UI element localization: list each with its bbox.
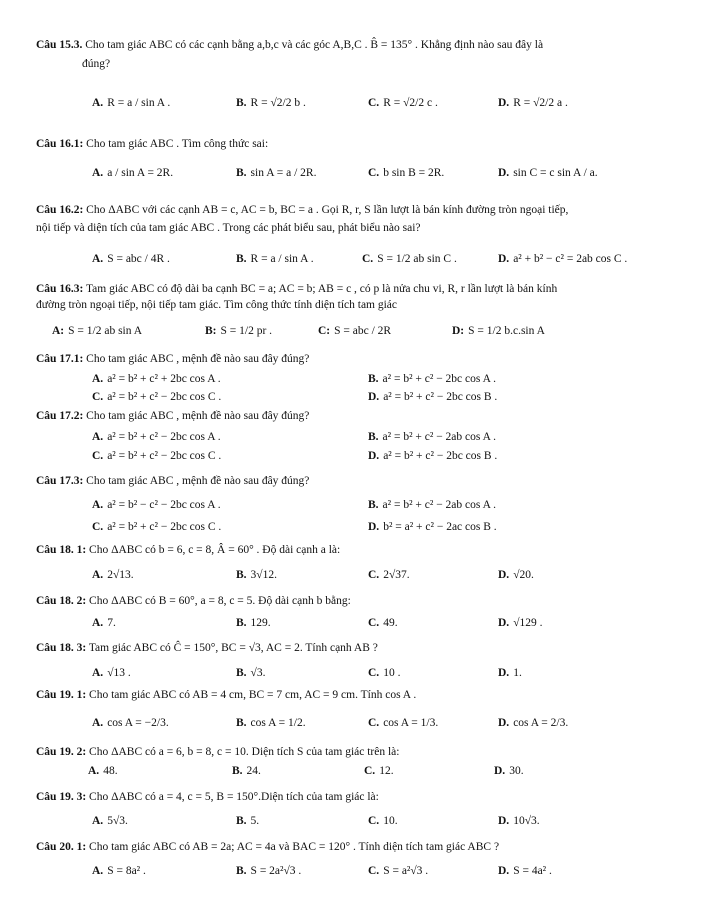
question-stem-cont: nội tiếp và diện tích của tam giác ABC . Trong các phát biểu sau, phát biểu nào sai? bbox=[36, 222, 421, 234]
option-d[interactable]: D. 1. bbox=[498, 667, 522, 679]
option-b[interactable]: B. 3√12. bbox=[236, 569, 277, 581]
option-b[interactable]: B. R = √2/2 b . bbox=[236, 97, 306, 109]
option-c[interactable]: C. b sin B = 2R. bbox=[368, 167, 445, 179]
option-d[interactable]: D. 10√3. bbox=[498, 815, 540, 827]
question-number: Câu 19. 2: bbox=[36, 746, 87, 758]
option-c[interactable]: C. R = √2/2 c . bbox=[368, 97, 438, 109]
question-17-3 bbox=[36, 474, 686, 489]
option-b[interactable]: B. 129. bbox=[236, 617, 271, 629]
question-stem: Cho ΔABC với các cạnh AB = c, AC = b, BC = a . Gọi R, r, S lần lượt là bán kính đường tròn ngoại tiếp, bbox=[86, 204, 569, 216]
option-c[interactable]: C. 12. bbox=[364, 765, 394, 777]
option-a[interactable]: A. cos A = −2/3. bbox=[92, 717, 169, 729]
option-a[interactable]: A. S = 8a² . bbox=[92, 865, 146, 877]
option-c[interactable]: C. 10. bbox=[368, 815, 398, 827]
option-c[interactable]: C. 2√37. bbox=[368, 569, 410, 581]
option-d[interactable]: D. S = 4a² . bbox=[498, 865, 552, 877]
option-d[interactable]: D. cos A = 2/3. bbox=[498, 717, 569, 729]
option-d[interactable]: D. a² + b² − c² = 2ab cos C . bbox=[498, 253, 628, 265]
option-a[interactable]: A. √13 . bbox=[92, 667, 131, 679]
option-b[interactable]: B. √3. bbox=[236, 667, 266, 679]
question-15-3 bbox=[36, 38, 686, 53]
option-b[interactable]: B. sin A = a / 2R. bbox=[236, 167, 317, 179]
option-b[interactable]: B. cos A = 1/2. bbox=[236, 717, 306, 729]
option-a[interactable]: A: S = 1/2 ab sin A bbox=[52, 325, 143, 337]
question-number: Câu 17.2: bbox=[36, 410, 84, 422]
question-stem-cont: đường tròn ngoại tiếp, nội tiếp tam giác. Tìm công thức tính diện tích tam giác bbox=[36, 299, 398, 311]
option-c[interactable]: C: S = abc / 2R bbox=[318, 325, 392, 337]
option-d[interactable]: D. 30. bbox=[494, 765, 524, 777]
option-a[interactable]: A. R = a / sin A . bbox=[92, 97, 171, 109]
question-19-2 bbox=[36, 745, 686, 760]
question-number: Câu 15.3. bbox=[36, 39, 83, 51]
option-b[interactable]: B. a² = b² + c² − 2ab cos A . bbox=[368, 499, 497, 511]
option-c[interactable]: C. 10 . bbox=[368, 667, 401, 679]
question-stem: Cho tam giác ABC có AB = 4 cm, BC = 7 cm, AC = 9 cm. Tính cos A . bbox=[89, 689, 417, 701]
option-c[interactable]: C. a² = b² + c² − 2bc cos C . bbox=[92, 391, 222, 403]
question-18-1 bbox=[36, 543, 686, 558]
option-c[interactable]: C. S = 1/2 ab sin C . bbox=[362, 253, 457, 265]
question-number: Câu 16.3: bbox=[36, 283, 84, 295]
option-d[interactable]: D. √20. bbox=[498, 569, 534, 581]
question-16-3 bbox=[36, 282, 686, 297]
question-19-1 bbox=[36, 688, 686, 703]
question-stem: Cho ΔABC có a = 6, b = 8, c = 10. Diện tích S của tam giác trên là: bbox=[89, 746, 400, 758]
question-number: Câu 17.1: bbox=[36, 353, 84, 365]
question-number: Câu 18. 1: bbox=[36, 544, 87, 556]
question-20-1 bbox=[36, 840, 686, 855]
question-stem: Cho tam giác ABC có các cạnh bằng a,b,c và các góc A,B,C . B̂ = 135° . Khẳng định nào sau đây là bbox=[85, 39, 544, 51]
question-stem: Cho tam giác ABC , mệnh đề nào sau đây đúng? bbox=[86, 475, 310, 487]
question-number: Câu 18. 2: bbox=[36, 595, 87, 607]
option-b[interactable]: B. a² = b² + c² − 2bc cos A . bbox=[368, 373, 497, 385]
option-c[interactable]: C. S = a²√3 . bbox=[368, 865, 429, 877]
question-stem: Tam giác ABC có Ĉ = 150°, BC = √3, AC = 2. Tính cạnh AB ? bbox=[88, 642, 378, 654]
question-18-2 bbox=[36, 594, 686, 609]
option-d[interactable]: D. a² = b² + c² − 2bc cos B . bbox=[368, 391, 498, 403]
question-stem: Cho ΔABC có a = 4, c = 5, B = 150°.Diện tích của tam giác là: bbox=[89, 791, 379, 803]
option-d[interactable]: D. sin C = c sin A / a. bbox=[498, 167, 598, 179]
option-a[interactable]: A. a² = b² + c² + 2bc cos A . bbox=[92, 373, 221, 385]
option-b[interactable]: B. 24. bbox=[232, 765, 261, 777]
option-b[interactable]: B: S = 1/2 pr . bbox=[205, 325, 273, 337]
question-number: Câu 16.2: bbox=[36, 204, 84, 216]
option-a[interactable]: A. S = abc / 4R . bbox=[92, 253, 170, 265]
question-stem: Cho ΔABC có B = 60°, a = 8, c = 5. Độ dài cạnh b bằng: bbox=[89, 595, 351, 607]
question-17-1 bbox=[36, 352, 686, 367]
question-number: Câu 16.1: bbox=[36, 138, 84, 150]
question-16-2 bbox=[36, 203, 686, 218]
question-stem: Cho ΔABC có b = 6, c = 8, Â = 60° . Độ dài cạnh a là: bbox=[89, 544, 341, 556]
question-stem: Cho tam giác ABC , mệnh đề nào sau đây đúng? bbox=[86, 353, 310, 365]
option-c[interactable]: C. a² = b² + c² − 2bc cos C . bbox=[92, 521, 222, 533]
question-stem: Cho tam giác ABC , mệnh đề nào sau đây đúng? bbox=[86, 410, 310, 422]
option-a[interactable]: A. a² = b² − c² − 2bc cos A . bbox=[92, 499, 221, 511]
question-stem-cont: đúng? bbox=[82, 58, 111, 70]
option-d[interactable]: D. R = √2/2 a . bbox=[498, 97, 568, 109]
option-c[interactable]: C. cos A = 1/3. bbox=[368, 717, 439, 729]
option-b[interactable]: B. 5. bbox=[236, 815, 260, 827]
question-number: Câu 17.3: bbox=[36, 475, 84, 487]
question-18-3 bbox=[36, 641, 686, 656]
question-16-1 bbox=[36, 137, 686, 152]
option-d[interactable]: D: S = 1/2 b.c.sin A bbox=[452, 325, 545, 337]
option-a[interactable]: A. 2√13. bbox=[92, 569, 134, 581]
option-a[interactable]: A. 7. bbox=[92, 617, 116, 629]
question-17-2 bbox=[36, 409, 686, 424]
option-a[interactable]: A. 48. bbox=[88, 765, 118, 777]
option-d[interactable]: D. b² = a² + c² − 2ac cos B . bbox=[368, 521, 497, 533]
option-d[interactable]: D. a² = b² + c² − 2bc cos B . bbox=[368, 450, 498, 462]
option-a[interactable]: A. a² = b² + c² − 2bc cos A . bbox=[92, 431, 221, 443]
option-b[interactable]: B. R = a / sin A . bbox=[236, 253, 314, 265]
question-number: Câu 20. 1: bbox=[36, 841, 87, 853]
option-a[interactable]: A. 5√3. bbox=[92, 815, 128, 827]
question-number: Câu 18. 3: bbox=[36, 642, 87, 654]
question-stem: Cho tam giác ABC . Tìm công thức sai: bbox=[86, 138, 269, 150]
question-stem: Cho tam giác ABC có AB = 2a; AC = 4a và BAC = 120° . Tính diện tích tam giác ABC ? bbox=[89, 841, 500, 853]
option-b[interactable]: B. S = 2a²√3 . bbox=[236, 865, 302, 877]
question-19-3 bbox=[36, 790, 686, 805]
question-stem: Tam giác ABC có độ dài ba cạnh BC = a; AC = b; AB = c , có p là nửa chu vi, R, r lần lượt là bán kính bbox=[85, 283, 558, 295]
option-a[interactable]: A. a / sin A = 2R. bbox=[92, 167, 174, 179]
option-c[interactable]: C. 49. bbox=[368, 617, 398, 629]
question-number: Câu 19. 3: bbox=[36, 791, 87, 803]
question-number: Câu 19. 1: bbox=[36, 689, 87, 701]
option-b[interactable]: B. a² = b² + c² − 2ab cos A . bbox=[368, 431, 497, 443]
option-c[interactable]: C. a² = b² + c² − 2bc cos C . bbox=[92, 450, 222, 462]
option-d[interactable]: D. √129 . bbox=[498, 617, 543, 629]
